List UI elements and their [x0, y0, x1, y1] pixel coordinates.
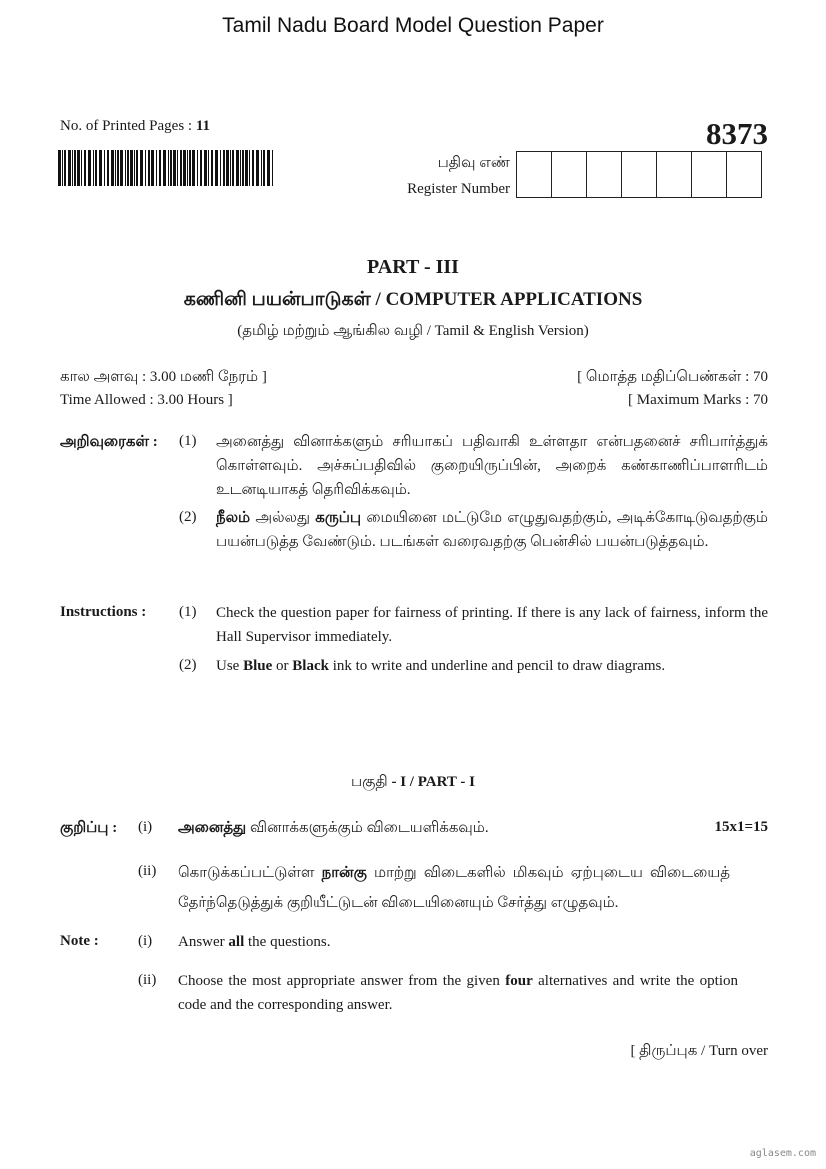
instruction-english-2	[216, 654, 768, 678]
instructions-english-label: Instructions :	[60, 604, 147, 620]
note-number: (ii)	[138, 863, 157, 879]
bold-four-tamil: நான்கு	[321, 865, 367, 881]
register-box[interactable]	[587, 152, 622, 198]
footer-watermark: aglasem.com	[749, 1148, 816, 1159]
instruction-english-1: Check the question paper for fairness of printing. If there is any lack of fairness, inform the Hall Supervisor immediately.	[216, 605, 768, 645]
marks-tamil: [ மொத்த மதிப்பெண்கள் : 70	[577, 369, 768, 385]
bold-all: all	[228, 934, 245, 950]
note-english-label: Note :	[60, 933, 99, 949]
section-heading-tamil: பகுதி	[351, 774, 388, 790]
text: the questions.	[244, 934, 331, 950]
bold-blue: Blue	[243, 658, 273, 674]
note-number: (i)	[138, 933, 153, 949]
part-title: PART - III	[367, 256, 459, 278]
text: ink to write and underline and pencil to draw diagrams.	[328, 658, 666, 674]
section-heading-rest: - I / PART - I	[387, 774, 475, 790]
subject-title	[0, 289, 826, 313]
time-tamil: கால அளவு : 3.00 மணி நேரம் ]	[60, 369, 267, 385]
register-label-english: Register Number	[407, 181, 510, 197]
text: கொடுக்கப்பட்டுள்ள	[178, 865, 322, 881]
subject-separator: /	[375, 289, 381, 310]
instructions-tamil-label: அறிவுரைகள் :	[60, 434, 158, 450]
register-number-boxes[interactable]	[516, 151, 762, 198]
text: வினாக்களுக்கும் விடையளிக்கவும்.	[246, 820, 489, 836]
register-box[interactable]	[692, 152, 727, 198]
version-line: (தமிழ் மற்றும் ஆங்கில வழி / Tamil & English Version)	[237, 323, 589, 339]
text: or	[272, 658, 293, 674]
bold-blue-tamil: நீலம்	[216, 510, 251, 526]
bold-black: Black	[292, 658, 329, 674]
register-box[interactable]	[552, 152, 587, 198]
printed-pages-value: 11	[195, 118, 211, 134]
register-box[interactable]	[727, 152, 762, 198]
turn-over: [ திருப்புக / Turn over	[630, 1043, 768, 1059]
register-box[interactable]	[517, 152, 552, 198]
section-heading	[0, 773, 826, 792]
instruction-number: (1)	[179, 604, 197, 620]
instruction-tamil-1: அனைத்து வினாக்களும் சரியாகப் பதிவாகி உள்ளதா என்பதனைச் சரிபார்த்துக் கொள்ளவும். அச்சுப்பதிவில் குறையிருப்பின், அறைக் கண்காணிப்பாளரிடம் உடனடியாகத் தெரிவிக்கவும்.	[216, 434, 768, 498]
instruction-tamil-2	[216, 506, 768, 554]
bold-black-tamil: கருப்பு	[315, 510, 362, 526]
note-number: (i)	[138, 819, 153, 835]
text: Answer	[178, 934, 229, 950]
marks-english: [ Maximum Marks : 70	[628, 392, 768, 408]
register-box[interactable]	[622, 152, 657, 198]
bold-four: four	[505, 973, 533, 989]
bold-all-tamil: அனைத்து	[178, 820, 247, 836]
printed-pages-label: No. of Printed Pages :	[60, 118, 193, 134]
text: அல்லது	[250, 510, 316, 526]
instruction-number: (1)	[179, 433, 197, 449]
text: alternatives and write the option code and the corresponding answer.	[178, 973, 738, 1013]
instruction-number: (2)	[179, 657, 197, 673]
note-tamil-1	[178, 816, 628, 840]
text: Use	[216, 658, 244, 674]
text: Choose the most appropriate answer from the given	[178, 973, 506, 989]
note-tamil-label: குறிப்பு :	[60, 820, 118, 836]
meta-row-tamil	[60, 368, 768, 387]
meta-row-english	[60, 392, 768, 409]
subject-tamil: கணினி பயன்பாடுகள்	[183, 289, 371, 310]
time-english: Time Allowed : 3.00 Hours ]	[60, 392, 233, 408]
register-label-tamil: பதிவு எண்	[437, 155, 510, 171]
register-box[interactable]	[657, 152, 692, 198]
note-english-2	[178, 969, 738, 1017]
paper-code: 8373	[706, 116, 768, 151]
banner-title: Tamil Nadu Board Model Question Paper	[222, 14, 604, 37]
section-marks: 15x1=15	[714, 819, 768, 835]
instruction-number: (2)	[179, 509, 197, 525]
barcode-image	[58, 150, 276, 186]
text: மையினை மட்டுமே எழுதுவதற்கும், அடிக்கோடிடுவதற்கும் பயன்படுத்த வேண்டும். படங்கள் வரைவதற்கு பென்சில் பயன்படுத்தவும்.	[216, 510, 768, 550]
printed-pages	[60, 118, 210, 135]
text: மாற்று விடைகளில் மிகவும் ஏற்புடைய விடையைத் தேர்ந்தெடுத்துக் குறியீட்டுடன் விடையினையும் சேர்த்து எழுதவும்.	[178, 865, 730, 911]
register-label	[360, 150, 510, 202]
note-english-1	[178, 930, 730, 954]
note-number: (ii)	[138, 972, 157, 988]
note-tamil-2	[178, 858, 730, 918]
subject-english: COMPUTER APPLICATIONS	[385, 289, 643, 310]
